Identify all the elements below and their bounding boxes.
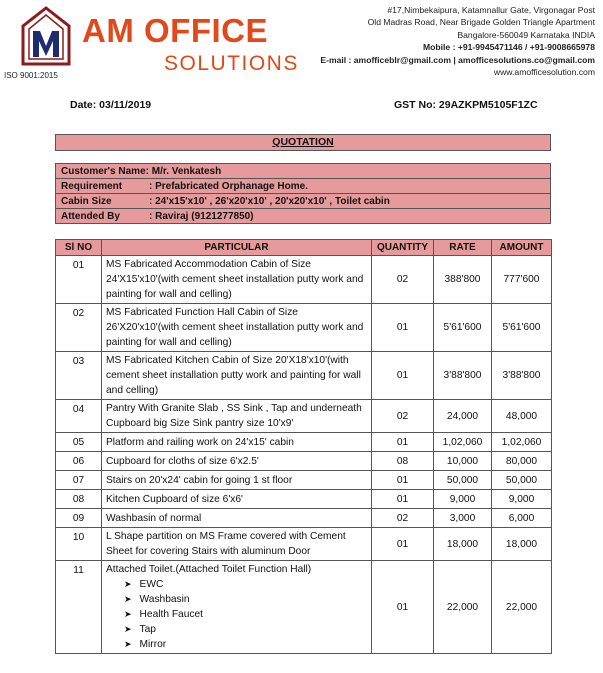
attended-by-row bbox=[56, 209, 551, 224]
column-header: RATE bbox=[434, 240, 492, 256]
amount: 5'61'600 bbox=[492, 304, 552, 352]
rate: 22,000 bbox=[434, 561, 492, 654]
sl-no: 11 bbox=[56, 561, 102, 654]
gst-number: GST No: 29AZKPM5105F1ZC bbox=[394, 99, 538, 111]
quantity: 02 bbox=[372, 400, 434, 433]
table-row bbox=[56, 352, 552, 400]
list-item bbox=[124, 592, 367, 607]
address-line: Old Madras Road, Near Brigade Golden Triangle Apartment bbox=[367, 17, 595, 28]
sl-no: 04 bbox=[56, 400, 102, 433]
sl-no: 05 bbox=[56, 433, 102, 452]
table-row bbox=[56, 400, 552, 433]
sl-no: 02 bbox=[56, 304, 102, 352]
list-item-label: Washbasin bbox=[139, 594, 190, 605]
particular: MS Fabricated Function Hall Cabin of Size 26'X20'x10'(with cement sheet installation putty work and painting for wall and celling) bbox=[102, 304, 372, 352]
quantity: 01 bbox=[372, 528, 434, 561]
sl-no: 01 bbox=[56, 256, 102, 304]
sl-no: 09 bbox=[56, 509, 102, 528]
iso-certification: ISO 9001:2015 bbox=[4, 71, 58, 80]
rate: 1,02,060 bbox=[434, 433, 492, 452]
quantity: 01 bbox=[372, 352, 434, 400]
quantity: 01 bbox=[372, 304, 434, 352]
arrow-bullet-icon: ➤ bbox=[124, 579, 132, 589]
amount: 48,000 bbox=[492, 400, 552, 433]
list-item-label: EWC bbox=[139, 579, 164, 590]
quote-date: Date: 03/11/2019 bbox=[70, 99, 152, 111]
column-header: Sl NO bbox=[56, 240, 102, 256]
toilet-fittings-list bbox=[106, 577, 367, 652]
rate: 3,000 bbox=[434, 509, 492, 528]
rate: 5'61'600 bbox=[434, 304, 492, 352]
particular: Kitchen Cupboard of size 6'x6' bbox=[102, 490, 372, 509]
quantity: 02 bbox=[372, 509, 434, 528]
mobile-numbers: Mobile : +91-9945471146 / +91-9008665978 bbox=[422, 42, 595, 53]
list-item-label: Health Faucet bbox=[139, 609, 203, 620]
cabin-size-value: : 24'x15'x10' , 26'x20'x10' , 20'x20'x10' , Toilet cabin bbox=[149, 195, 390, 207]
website: www.amofficesolution.com bbox=[493, 67, 595, 78]
company-subname: SOLUTIONS bbox=[164, 52, 299, 75]
list-item bbox=[124, 622, 367, 637]
amount: 80,000 bbox=[492, 452, 552, 471]
address-line: Bangalore-560049 Karnataka INDIA bbox=[457, 29, 595, 40]
cabin-size-row bbox=[56, 194, 551, 209]
table-header-row bbox=[56, 240, 552, 256]
rate: 9,000 bbox=[434, 490, 492, 509]
email-addresses: E-mail : amofficeblr@gmail.com | amofficesolutions.co@gmail.com bbox=[320, 54, 595, 65]
particular: Platform and railing work on 24'x15' cabin bbox=[102, 433, 372, 452]
sl-no: 10 bbox=[56, 528, 102, 561]
amount: 3'88'800 bbox=[492, 352, 552, 400]
rate: 3'88'800 bbox=[434, 352, 492, 400]
particular: Cupboard for cloths of size 6'x2.5' bbox=[102, 452, 372, 471]
list-item-label: Tap bbox=[139, 624, 156, 635]
sl-no: 03 bbox=[56, 352, 102, 400]
arrow-bullet-icon: ➤ bbox=[124, 594, 132, 604]
table-row bbox=[56, 452, 552, 471]
table-row bbox=[56, 304, 552, 352]
list-item bbox=[124, 577, 367, 592]
amount: 9,000 bbox=[492, 490, 552, 509]
sl-no: 08 bbox=[56, 490, 102, 509]
particular: MS Fabricated Accommodation Cabin of Size 24'X15'x10'(with cement sheet installation putty work and painting for wall and celling) bbox=[102, 256, 372, 304]
rate: 10,000 bbox=[434, 452, 492, 471]
quantity: 02 bbox=[372, 256, 434, 304]
attended-by-value: : Raviraj (9121277850) bbox=[149, 210, 254, 222]
table-row bbox=[56, 490, 552, 509]
amount: 18,000 bbox=[492, 528, 552, 561]
company-name: AM OFFICE bbox=[82, 12, 268, 49]
arrow-bullet-icon: ➤ bbox=[124, 624, 132, 634]
quotation-title: QUOTATION bbox=[55, 134, 551, 151]
column-header: PARTICULAR bbox=[102, 240, 372, 256]
sl-no: 06 bbox=[56, 452, 102, 471]
quotation-items-table bbox=[55, 239, 552, 654]
amount: 22,000 bbox=[492, 561, 552, 654]
amount: 1,02,060 bbox=[492, 433, 552, 452]
list-item bbox=[124, 607, 367, 622]
quantity: 01 bbox=[372, 433, 434, 452]
particular bbox=[102, 561, 372, 654]
quantity: 08 bbox=[372, 452, 434, 471]
attended-by-label: Attended By bbox=[61, 210, 120, 222]
particular: MS Fabricated Kitchen Cabin of Size 20'X18'x10'(with cement sheet installation putty work and painting for wall and celling) bbox=[102, 352, 372, 400]
company-address bbox=[320, 4, 595, 78]
requirement-row bbox=[56, 179, 551, 194]
cabin-size-label: Cabin Size bbox=[61, 195, 112, 207]
column-header: QUANTITY bbox=[372, 240, 434, 256]
address-line: #17,Nimbekaipura, Katamnallur Gate, Virgonagar Post bbox=[387, 5, 595, 15]
customer-name-label: Customer's Name: bbox=[61, 165, 149, 177]
toilet-title: Attached Toilet.(Attached Toilet Function Hall) bbox=[106, 564, 312, 575]
table-row bbox=[56, 509, 552, 528]
table-row bbox=[56, 471, 552, 490]
rate: 50,000 bbox=[434, 471, 492, 490]
column-header: AMOUNT bbox=[492, 240, 552, 256]
requirement-label: Requirement bbox=[61, 180, 123, 192]
list-item-label: Mirror bbox=[139, 639, 167, 650]
amount: 50,000 bbox=[492, 471, 552, 490]
customer-name-value: M/r. Venkatesh bbox=[151, 165, 222, 177]
quantity: 01 bbox=[372, 471, 434, 490]
particular: Stairs on 20'x24' cabin for going 1 st floor bbox=[102, 471, 372, 490]
customer-name-row bbox=[56, 164, 551, 179]
particular: L Shape partition on MS Frame covered with Cement Sheet for covering Stairs with aluminum Door bbox=[102, 528, 372, 561]
table-row bbox=[56, 256, 552, 304]
quantity: 01 bbox=[372, 561, 434, 654]
company-logo bbox=[20, 6, 72, 66]
list-item bbox=[124, 637, 367, 652]
quantity: 01 bbox=[372, 490, 434, 509]
rate: 388'800 bbox=[434, 256, 492, 304]
amount: 6,000 bbox=[492, 509, 552, 528]
rate: 18,000 bbox=[434, 528, 492, 561]
table-row bbox=[56, 528, 552, 561]
customer-info bbox=[55, 163, 551, 224]
letterhead bbox=[0, 0, 603, 95]
amount: 777'600 bbox=[492, 256, 552, 304]
sl-no: 07 bbox=[56, 471, 102, 490]
arrow-bullet-icon: ➤ bbox=[124, 609, 132, 619]
table-row bbox=[56, 433, 552, 452]
table-row bbox=[56, 561, 552, 654]
particular: Pantry With Granite Slab , SS Sink , Tap and underneath Cupboard big Size Sink pantry size 10'x9' bbox=[102, 400, 372, 433]
requirement-value: : Prefabricated Orphanage Home. bbox=[149, 180, 308, 192]
rate: 24,000 bbox=[434, 400, 492, 433]
particular: Washbasin of normal bbox=[102, 509, 372, 528]
arrow-bullet-icon: ➤ bbox=[124, 639, 132, 649]
